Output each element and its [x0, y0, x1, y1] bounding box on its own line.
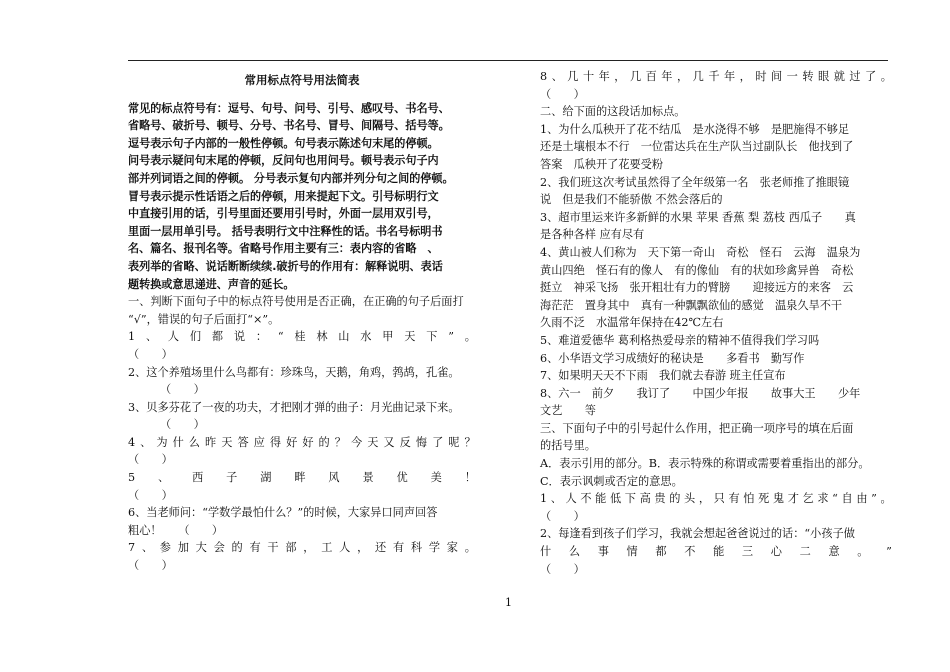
- spread-char: 十: [582, 70, 595, 83]
- intro-line: 表列举的省略、说话断断续续.破折号的作用有：解释说明、表话: [128, 259, 443, 273]
- spread-char: 好: [302, 435, 314, 449]
- spread-char: 风: [328, 471, 340, 485]
- spread-char: 不: [684, 545, 696, 559]
- section-3-heading-cont: 的括号里。: [540, 439, 596, 453]
- s2-line: 挺立 神采飞扬 张开粗壮有力的臂膀 迎接远方的来客 云: [540, 281, 854, 295]
- spread-char: ”: [871, 492, 877, 506]
- spread-char: 百: [645, 70, 657, 83]
- spread-char: 眼: [818, 70, 830, 83]
- intro-line: 里面一层用单引号。 括号表明行文中注释性的话。书名号标明书: [128, 224, 443, 238]
- spread-char: 时: [755, 70, 767, 83]
- spread-char: 人: [565, 492, 577, 506]
- spread-char: 一: [786, 70, 798, 83]
- answer-paren: （ ）: [540, 87, 585, 101]
- spread-char: 8: [540, 70, 548, 83]
- spread-char: 有: [249, 541, 261, 555]
- answer-paren: （ ）: [128, 559, 173, 573]
- s2-line: 文艺 等: [540, 404, 596, 418]
- spread-char: ！: [464, 471, 476, 485]
- s2-line: 8、六一 前夕 我订了 中国少年报 故事大王 少年: [540, 386, 861, 400]
- question-3: 3、贝多芬花了一夜的功夫，才把刚才弹的曲子：月光曲记录下来。: [128, 400, 460, 414]
- document-title: 常用标点符号用法简表: [244, 73, 360, 87]
- spread-char: 天: [221, 435, 233, 449]
- spread-char: 下: [426, 330, 438, 344]
- s2-line: 是各种各样 应有尽有: [540, 228, 645, 242]
- spread-char: 参: [159, 541, 171, 555]
- spread-char: 才: [787, 492, 799, 506]
- spread-char: 西: [192, 471, 204, 485]
- question-6-cont: 粗心！ （ ）: [128, 523, 224, 537]
- spread-char: “: [832, 492, 838, 506]
- spread-char: 下: [624, 492, 636, 506]
- section-3-heading: 三、下面句子中的引号起什么作用，把正确一项序号的填在后面: [540, 421, 854, 435]
- spread-char: 低: [609, 492, 622, 506]
- spread-char: 。: [464, 541, 476, 555]
- spread-char: 人: [339, 541, 351, 555]
- spread-char: 美: [430, 471, 442, 485]
- spread-char: ”: [886, 545, 892, 559]
- header-rule: [128, 60, 888, 61]
- spread-char: ，: [698, 492, 711, 506]
- spread-char: 。: [880, 70, 892, 83]
- intro-line: 逗号表示句子内部的一般性停顿。句号表示陈述句末尾的停顿。: [128, 136, 439, 150]
- page-number: 1: [505, 596, 512, 609]
- spread-char: 、: [140, 435, 152, 449]
- spread-char: 、: [158, 471, 170, 485]
- spread-char: 就: [833, 70, 845, 83]
- answer-paren: （ ）: [128, 488, 173, 502]
- spread-char: 1: [128, 330, 136, 344]
- spread-char: ，: [676, 70, 689, 83]
- spread-char: 湖: [260, 471, 272, 485]
- spread-char: 、: [551, 70, 563, 83]
- intro-line: 部并列词语之间的停顿。 分号表示复句内部并列分句之间的停顿。: [128, 171, 454, 185]
- spread-char: 昨: [205, 435, 217, 449]
- spread-char: 三: [741, 545, 754, 559]
- spread-char: 意: [828, 545, 840, 559]
- spread-char: 间: [771, 70, 783, 83]
- answer-paren: （ ）: [128, 453, 173, 467]
- spread-char: 鬼: [772, 492, 785, 506]
- section-2-heading: 二、给下面的这段话加标点。: [540, 105, 686, 119]
- section-1-heading-cont: “√”，错误的句子后面打“×”。: [128, 312, 280, 326]
- spread-char: 还: [375, 541, 387, 555]
- spread-char: ，: [357, 541, 369, 555]
- spread-char: 不: [580, 492, 592, 506]
- intro-block: [128, 100, 476, 294]
- intro-line: 常见的标点符号有：逗号、句号、问号、引号、感叹号、书名号、: [128, 101, 450, 115]
- s2-line: 7、如果明天天不下雨 我们就去春游 班主任宣布: [540, 369, 786, 383]
- spread-char: “: [277, 330, 284, 344]
- spread-char: 事: [597, 545, 609, 559]
- spread-char: 了: [865, 70, 877, 83]
- spread-char: 林: [316, 330, 328, 344]
- spread-char: 么: [188, 435, 200, 449]
- spread-char: 千: [708, 70, 720, 83]
- s2-line: 4、黄山被人们称为 天下第一奇山 奇松 怪石 云海 温泉为: [540, 245, 861, 259]
- spread-char: 好: [286, 435, 298, 449]
- spread-char: 应: [253, 435, 265, 449]
- spread-char: 心: [770, 545, 782, 559]
- spread-char: 几: [629, 70, 642, 83]
- spread-char: 大: [195, 541, 207, 555]
- spread-char: ，: [614, 70, 626, 83]
- spread-char: 1: [540, 492, 548, 506]
- spread-char: 过: [849, 70, 861, 83]
- intro-line: 题转换或意思递进、声音的延长。: [128, 277, 295, 291]
- spread-char: 甲: [382, 330, 394, 344]
- spread-char: 贵: [654, 492, 666, 506]
- spread-char: 的: [669, 492, 681, 506]
- spread-char: 的: [318, 435, 330, 449]
- spread-char: 了: [432, 435, 444, 449]
- spread-char: 有: [728, 492, 740, 506]
- answer-paren: （ ）: [540, 562, 585, 576]
- spread-char: 什: [172, 435, 184, 449]
- spread-char: 。: [880, 492, 892, 506]
- intro-line: 名、篇名、报刊名等。省略号作用主要有三：表内容的省略 、: [128, 242, 439, 256]
- spread-char: ”: [448, 330, 454, 344]
- spread-char: 人: [167, 330, 180, 344]
- spread-char: ？: [334, 435, 346, 449]
- s2-line: 答案 瓜秧开了花要受粉: [540, 157, 664, 171]
- spread-char: 科: [410, 541, 423, 555]
- answer-paren: （ ）: [160, 383, 205, 397]
- spread-char: 呢: [448, 435, 460, 449]
- answer-paren: （ ）: [540, 509, 585, 523]
- spread-char: 悔: [415, 435, 428, 449]
- s3-question-2-cont: [540, 543, 892, 561]
- left-column: [128, 68, 476, 575]
- spread-char: 二: [799, 545, 811, 559]
- question-4: [128, 434, 476, 452]
- spread-char: 头: [684, 492, 696, 506]
- answer-paren: （ ）: [160, 418, 205, 432]
- right-column: [540, 68, 892, 578]
- spread-char: 干: [267, 541, 279, 555]
- option-ab: A．表示引用的部分。B．表示特殊的称谓或需要着重指出的部分。: [540, 457, 870, 471]
- s2-line: 久雨不泛 水温常年保持在42℃左右: [540, 316, 724, 330]
- s2-line: 说 但是我们不能骄傲 不然会落后的: [540, 193, 723, 207]
- spread-char: 工: [321, 541, 333, 555]
- spread-char: 答: [237, 435, 249, 449]
- spread-char: 、: [145, 330, 158, 344]
- spread-char: 年: [723, 70, 736, 83]
- spread-char: 。: [857, 545, 869, 559]
- s3-question-2: 2、每逢看到孩子们学习，我就会想起爸爸说过的话：“小孩子做: [540, 527, 855, 541]
- spread-char: 优: [396, 471, 408, 485]
- spread-char: 部: [285, 541, 297, 555]
- intro-line: 省略号、破折号、顿号、分号、书名号、冒号、间隔号、括号等。: [128, 119, 450, 133]
- spread-char: 会: [213, 541, 225, 555]
- spread-char: 为: [156, 435, 168, 449]
- s2-line: 海茫茫 置身其中 真有一种飘飘欲仙的感觉 温泉久旱不干: [540, 298, 843, 312]
- answer-paren: （ ）: [128, 347, 173, 361]
- spread-char: 7: [128, 541, 136, 555]
- spread-char: 景: [362, 471, 374, 485]
- spread-char: 有: [392, 541, 405, 555]
- spread-char: 只: [713, 492, 725, 506]
- s2-line: 还是土壤根本不行 一位雷达兵在生产队当过副队长 他找到了: [540, 140, 854, 154]
- spread-char: 的: [231, 541, 243, 555]
- spread-char: 得: [269, 435, 282, 449]
- s2-line: 黄山四绝 怪石有的像人 有的像仙 有的状如珍禽异兽 奇松: [540, 263, 854, 277]
- spread-char: 乞: [802, 492, 814, 506]
- intro-line: 冒号表示提示性话语之后的停顿，用来提起下文。引号标明行文: [128, 189, 439, 203]
- question-7: [128, 539, 476, 557]
- spread-char: 、: [550, 492, 562, 506]
- spread-char: 都: [655, 545, 667, 559]
- spread-char: 能: [595, 492, 607, 506]
- spread-char: 山: [338, 330, 350, 344]
- spread-char: 都: [211, 330, 224, 344]
- s3-question-1: [540, 490, 892, 508]
- spread-char: 们: [189, 330, 202, 344]
- spread-char: 怕: [743, 492, 755, 506]
- spread-char: 学: [428, 541, 441, 555]
- section-1-heading: 一、判断下面句子中的标点符号使用是否正确，在正确的句子后面打: [128, 295, 464, 309]
- question-2: 2、这个养殖场里什么鸟都有：珍珠鸟，天鹅，角鸡，鹁鸪，孔雀。: [128, 365, 460, 379]
- intro-line: 中直接引用的话，引号里面还要用引号时，外面一层用双引号，: [128, 207, 439, 221]
- s2-line: 3、超市里运来许多新鲜的水果 苹果 香蕉 梨 荔枝 西瓜子 真: [540, 210, 856, 224]
- spread-char: 几: [567, 70, 579, 83]
- spread-char: 桂: [294, 330, 306, 344]
- spread-char: ：: [255, 330, 268, 344]
- question-6: 6、当老师问：“学数学最怕什么？”的时候，大家异口同声回答: [128, 506, 438, 520]
- spread-char: 自: [841, 492, 853, 506]
- option-c: C．表示讽刺或否定的意思。: [540, 474, 683, 488]
- question-5: [128, 469, 476, 487]
- s2-line: 5、难道爱德华 葛利格热爱母亲的精神不值得我们学习吗: [540, 333, 820, 347]
- spread-char: 几: [692, 70, 704, 83]
- spread-char: 又: [383, 435, 395, 449]
- spread-char: 说: [233, 330, 246, 344]
- spread-char: 加: [177, 541, 189, 555]
- spread-char: 。: [464, 330, 476, 344]
- spread-char: 情: [626, 545, 638, 559]
- spread-char: 天: [367, 435, 379, 449]
- spread-char: 4: [128, 435, 136, 449]
- intro-line: 问号表示疑问句末尾的停顿，反问句也用问号。顿号表示句子内: [128, 154, 439, 168]
- spread-char: 家: [446, 541, 458, 555]
- s2-line: 1、为什么瓜秧开了花不结瓜 是水浇得不够 是肥施得不够足: [540, 122, 850, 136]
- spread-char: 反: [399, 435, 411, 449]
- spread-char: 水: [360, 330, 372, 344]
- spread-char: 求: [817, 492, 829, 506]
- spread-char: 今: [350, 435, 363, 449]
- spread-char: 什: [540, 545, 552, 559]
- spread-char: 年: [598, 70, 610, 83]
- spread-char: 、: [141, 541, 154, 555]
- spread-char: 由: [856, 492, 868, 506]
- s2-line: 6、小华语文学习成绩好的秘诀是 多看书 勤写作: [540, 351, 805, 365]
- spread-char: 高: [639, 492, 651, 506]
- question-8: [540, 68, 892, 86]
- spread-char: ，: [303, 541, 315, 555]
- spread-char: 么: [568, 545, 581, 559]
- spread-char: ，: [739, 70, 751, 83]
- spread-char: 天: [404, 330, 416, 344]
- spread-char: 5: [128, 471, 136, 485]
- spread-char: 死: [758, 492, 770, 506]
- spread-char: 转: [802, 70, 814, 83]
- question-1: [128, 328, 476, 346]
- spread-char: 子: [226, 471, 238, 485]
- s2-line: 2、我们班这次考试虽然得了全年级第一名 张老师推了推眼镜: [540, 175, 850, 189]
- spread-char: 年: [661, 70, 673, 83]
- spread-char: 能: [713, 545, 725, 559]
- spread-char: 畔: [294, 471, 306, 485]
- spread-char: ？: [464, 435, 476, 449]
